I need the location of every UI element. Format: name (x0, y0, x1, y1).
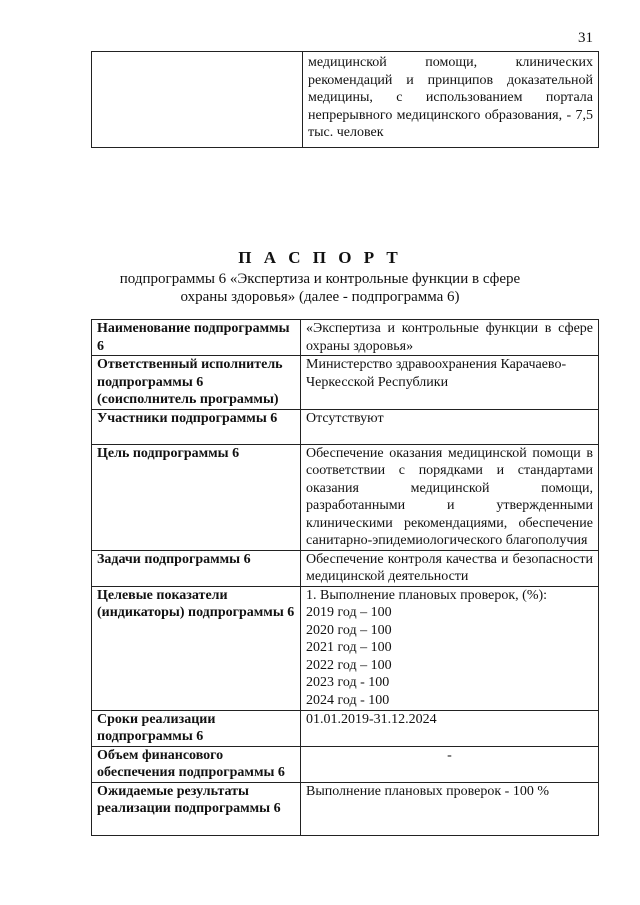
row-value-tasks: Обеспечение контроля качества и безопасности медицинской деятельности (301, 550, 599, 586)
row-value-executor: Министерство здравоохранения Карачаево-Черкесской Республики (301, 356, 599, 410)
table-row (92, 409, 599, 444)
passport-table (91, 319, 599, 836)
table-row (92, 356, 599, 410)
table-row (92, 586, 599, 710)
row-label-results: Ожидаемые результаты реализации подпрограммы 6 (92, 782, 301, 835)
row-label-timeline: Сроки реализации подпрограммы 6 (92, 710, 301, 746)
indicator-line: 2023 год - 100 (306, 675, 390, 690)
continued-cell-text: медицинской помощи, клинических рекомендаций и принципов доказательной медицины, с использованием портала непрерывного медицинского образования, - 7,5 тыс. человек (303, 52, 599, 148)
row-label-goal: Цель подпрограммы 6 (92, 444, 301, 550)
row-label-participants: Участники подпрограммы 6 (92, 409, 301, 444)
row-value-name: «Экспертиза и контрольные функции в сфере охраны здоровья» (301, 320, 599, 356)
row-label-executor: Ответственный исполнитель подпрограммы 6 (соисполнитель программы) (92, 356, 301, 410)
row-value-results: Выполнение плановых проверок - 100 % (301, 782, 599, 835)
indicator-line: 2019 год – 100 (306, 605, 392, 620)
passport-heading (0, 248, 640, 306)
indicator-line: 1. Выполнение плановых проверок, (%): (306, 587, 548, 603)
table-row (92, 444, 599, 550)
table-row (92, 320, 599, 356)
row-label-name: Наименование подпрограммы 6 (92, 320, 301, 356)
row-label-indicators: Целевые показатели (индикаторы) подпрограммы 6 (92, 586, 301, 710)
indicator-line: 2020 год – 100 (306, 622, 392, 638)
table-row (92, 710, 599, 746)
table-row (92, 52, 599, 148)
row-value-goal: Обеспечение оказания медицинской помощи в соответствии с порядками и стандартами оказания медицинской помощи, разработанными и утвержденными клиническими рекомендациями, обеспечение санитарно-эпидемиологического благополучия (301, 444, 599, 550)
table-row (92, 782, 599, 835)
row-label-tasks: Задачи подпрограммы 6 (92, 550, 301, 586)
passport-title: П А С П О Р Т (238, 248, 402, 267)
continued-table (91, 51, 599, 148)
indicator-line: 2021 год – 100 (306, 640, 392, 655)
passport-subtitle-line1: подпрограммы 6 «Экспертиза и контрольные функции в сфере (119, 271, 521, 287)
row-label-funding: Объем финансового обеспечения подпрограммы 6 (92, 746, 301, 782)
row-value-timeline: 01.01.2019-31.12.2024 (301, 710, 599, 746)
row-value-funding: - (301, 746, 599, 782)
row-value-indicators (301, 586, 599, 710)
table-row (92, 550, 599, 586)
page-number: 31 (578, 30, 593, 46)
table-row (92, 746, 599, 782)
indicator-line: 2024 год - 100 (306, 692, 390, 708)
passport-subtitle-line2: охраны здоровья» (далее - подпрограмма 6) (180, 289, 460, 305)
indicator-line: 2022 год – 100 (306, 657, 392, 673)
row-value-participants: Отсутствуют (301, 409, 599, 444)
empty-cell (92, 52, 303, 148)
